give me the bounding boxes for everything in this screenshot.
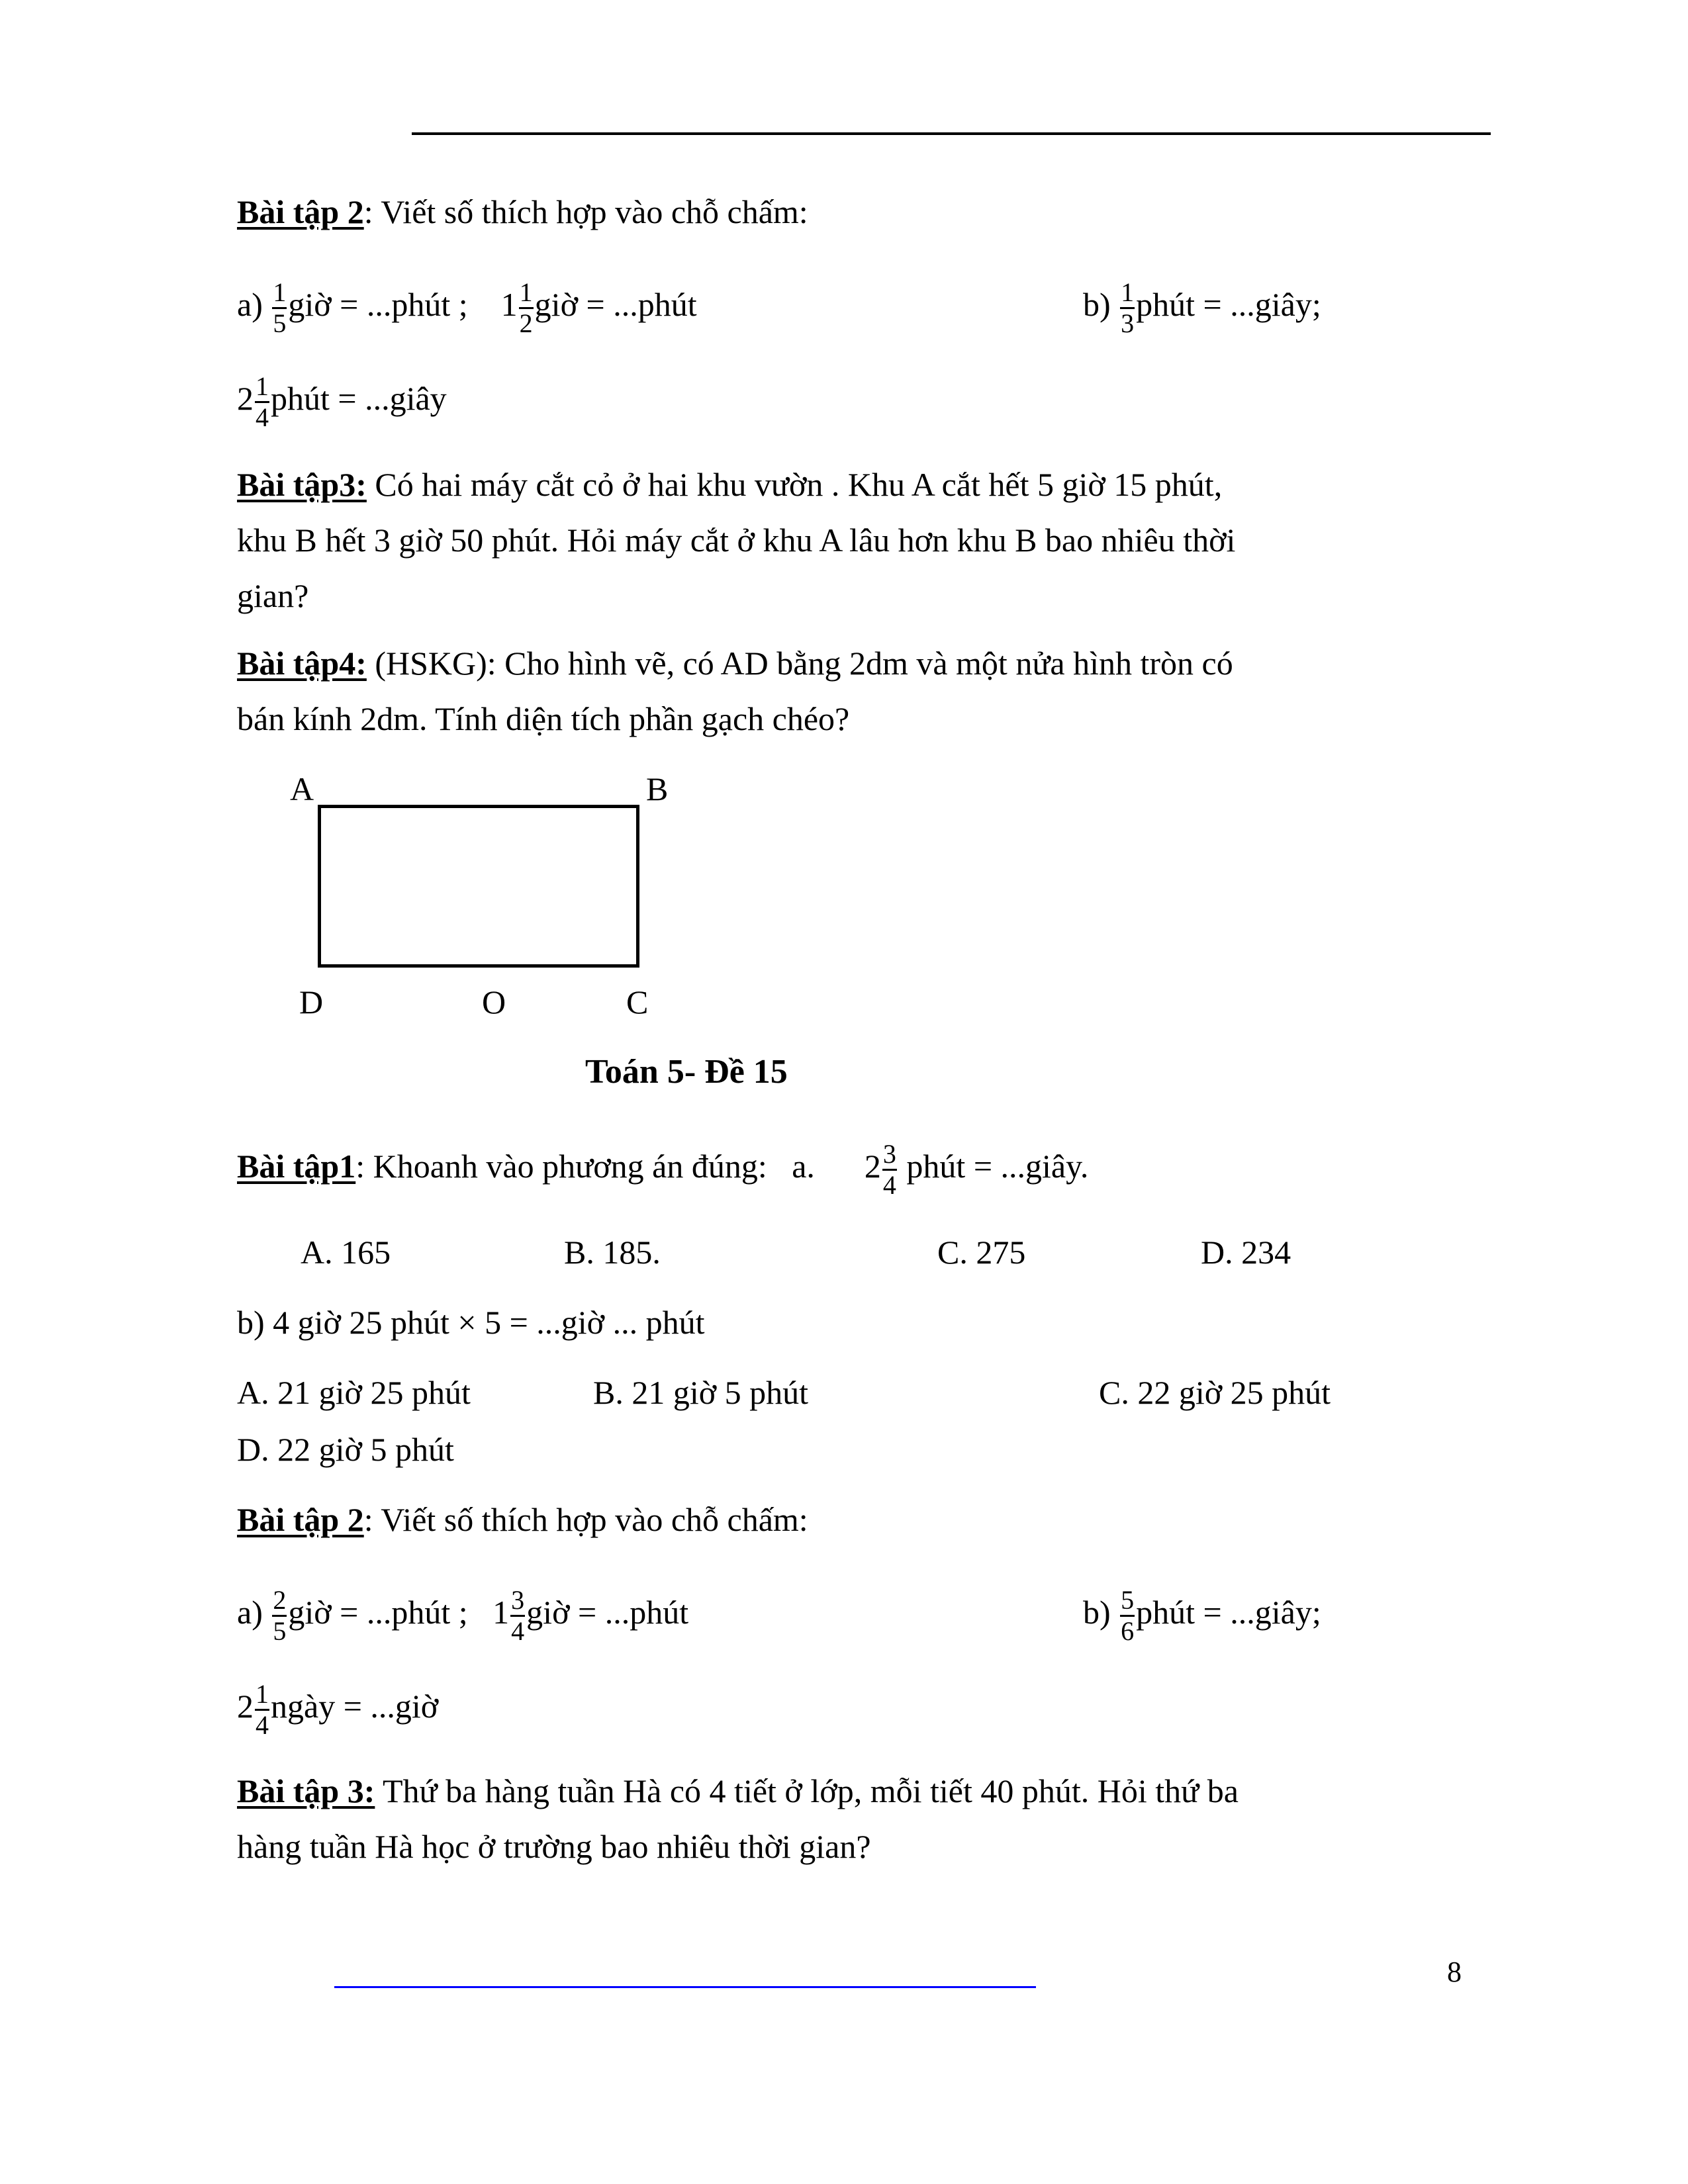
vertex-label-b: B	[646, 770, 669, 807]
expression-text: giờ = ...phút	[526, 1593, 689, 1631]
option-b[interactable]: B. 21 giờ 5 phút	[593, 1374, 809, 1411]
option-d[interactable]: D. 234	[1201, 1234, 1291, 1271]
expression-text: phút = ...giây;	[1136, 1593, 1321, 1631]
mixed-whole: 2	[864, 1147, 881, 1185]
option-c[interactable]: C. 22 giờ 25 phút	[1099, 1374, 1331, 1411]
rectangle-figure-abcd	[318, 805, 639, 968]
exercise-label: Bài tập 2	[237, 193, 364, 230]
exercise-text: Thứ ba hàng tuần Hà có 4 tiết ở lớp, mỗi tiết 40 phút. Hỏi thứ ba	[375, 1772, 1239, 1809]
vertex-label-a: A	[290, 770, 314, 807]
fraction: $\frac{5}{6}$	[1121, 1585, 1135, 1646]
item-prefix: a.	[792, 1147, 815, 1185]
option-a[interactable]: A. 165	[301, 1234, 391, 1271]
mixed-whole: 1	[492, 1593, 510, 1631]
exercise-label: Bài tập4:	[237, 645, 367, 682]
s2-ex2-row-a	[237, 1586, 688, 1646]
s1-ex2-heading	[237, 192, 808, 232]
exercise-label: Bài tập1	[237, 1147, 356, 1185]
expression-text: phút = ...giây;	[1136, 285, 1321, 323]
mixed-whole: 1	[500, 285, 518, 323]
exercise-label: Bài tập3:	[237, 466, 367, 503]
fraction: $\frac{2}{5}$	[273, 1585, 287, 1646]
exercise-text: bán kính 2dm. Tính diện tích phần gạch chéo?	[237, 700, 850, 737]
s1-ex2-row-b2	[237, 372, 447, 432]
s1-ex2-row-b	[1083, 278, 1321, 338]
option-a[interactable]: A. 21 giờ 25 phút	[237, 1374, 471, 1411]
expression-text: phút = ...giây.	[906, 1147, 1089, 1185]
s2-ex1-heading	[237, 1140, 1088, 1200]
s2-ex1-b-question: b) 4 giờ 25 phút × 5 = ...giờ ... phút	[237, 1304, 705, 1341]
mixed-whole: 2	[237, 379, 254, 417]
fraction: $\frac{1}{5}$	[273, 277, 287, 338]
mixed-whole: 2	[237, 1687, 254, 1725]
fraction: $\frac{3}{4}$	[882, 1139, 896, 1200]
header-rule	[412, 132, 1491, 135]
expression-text: phút = ...giây	[271, 379, 447, 417]
exercise-text: Có hai máy cắt cỏ ở hai khu vườn . Khu A cắt hết 5 giờ 15 phút,	[366, 466, 1223, 503]
s2-ex2-row-b2	[237, 1680, 438, 1740]
expression-text: giờ = ...phút ;	[288, 285, 468, 323]
exercise-label: Bài tập 2	[237, 1501, 364, 1538]
s2-ex2-row-b	[1083, 1586, 1321, 1646]
item-prefix: a)	[237, 285, 263, 323]
s2-ex2-heading	[237, 1500, 808, 1539]
exercise-text: hàng tuần Hà học ở trường bao nhiêu thời gian?	[237, 1828, 871, 1865]
footer-rule	[334, 1986, 1036, 1988]
fraction: $\frac{1}{2}$	[519, 277, 533, 338]
fraction: $\frac{3}{4}$	[511, 1585, 525, 1646]
s2-ex3	[237, 1771, 1239, 1866]
s1-ex4	[237, 643, 1233, 739]
expression-text: ngày = ...giờ	[271, 1687, 439, 1725]
fraction: $\frac{1}{3}$	[1121, 277, 1135, 338]
item-prefix: b)	[1083, 285, 1111, 323]
item-prefix: a)	[237, 1593, 263, 1631]
option-b[interactable]: B. 185.	[564, 1234, 661, 1271]
exercise-instruction: : Viết số thích hợp vào chỗ chấm:	[363, 1501, 808, 1538]
exercise-text: (HSKG): Cho hình vẽ, có AD bằng 2dm và một nửa hình tròn có	[366, 645, 1233, 682]
s1-ex3	[237, 465, 1369, 615]
fraction: $\frac{1}{4}$	[256, 371, 269, 432]
vertex-label-c: C	[626, 983, 649, 1021]
exercise-label: Bài tập 3:	[237, 1772, 375, 1809]
expression-text: giờ = ...phút	[534, 285, 697, 323]
exercise-instruction: : Khoanh vào phương án đúng:	[355, 1147, 767, 1185]
section-title: Toán 5- Đề 15	[585, 1053, 788, 1091]
option-c[interactable]: C. 275	[937, 1234, 1026, 1271]
point-label-o: O	[482, 983, 506, 1021]
exercise-text: khu B hết 3 giờ 50 phút. Hỏi máy cắt ở khu A lâu hơn khu B bao nhiêu thời	[237, 522, 1236, 559]
item-prefix: b)	[1083, 1593, 1111, 1631]
fraction: $\frac{1}{4}$	[256, 1679, 269, 1740]
s1-ex2-row-a	[237, 278, 697, 338]
exercise-instruction: : Viết số thích hợp vào chỗ chấm:	[363, 193, 808, 230]
expression-text: giờ = ...phút ;	[288, 1593, 468, 1631]
exercise-text: gian?	[237, 577, 309, 614]
option-d[interactable]: D. 22 giờ 5 phút	[237, 1431, 454, 1468]
page-number: 8	[1447, 1956, 1462, 1988]
vertex-label-d: D	[299, 983, 324, 1021]
